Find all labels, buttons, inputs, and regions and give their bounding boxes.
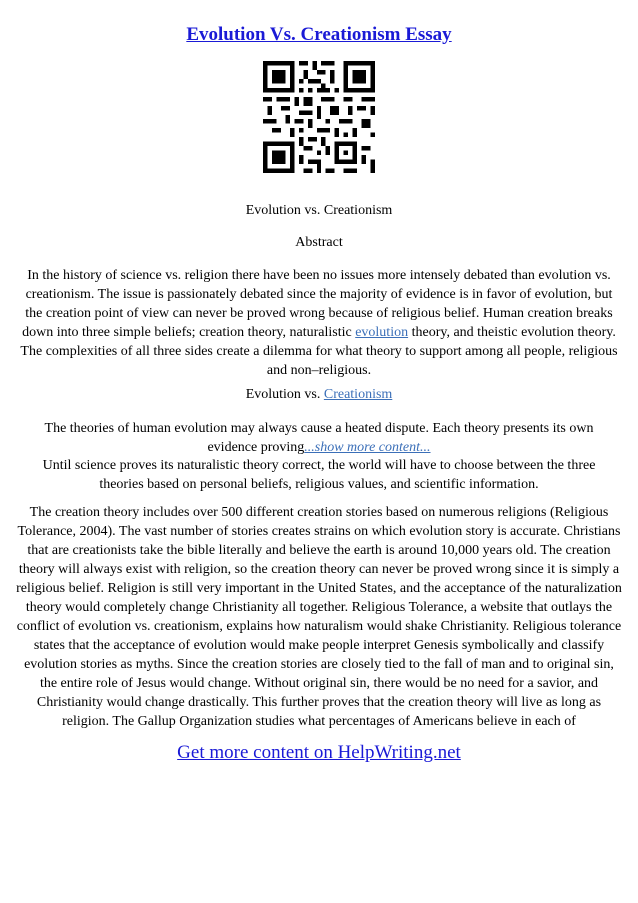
body-paragraph-1: [22, 419, 616, 457]
body-paragraph-2: Until science proves its naturalistic theory correct, the world will have to choose between the three theories based on personal beliefs, religious values, and scientific information.: [42, 458, 596, 492]
abstract-text: In the history of science vs. religion there have been no issues more intensely debated than evolution vs. creationism. The issue is passionately debated since the majority of evidence is in favor of evolution, but the creation point of view can never be proved wrong because of religious belief. Human creation breaks down into three simple beliefs; creation theory, naturalistic: [22, 268, 613, 340]
section-heading-prefix: Evolution vs.: [245, 387, 321, 402]
para1-text: The theories of human evolution may always cause a heated dispute. Each theory presents its own evidence proving: [44, 421, 594, 455]
abstract-label: Abstract: [295, 235, 343, 250]
document-title[interactable]: Evolution Vs. Creationism Essay: [186, 24, 452, 45]
helpwriting-link[interactable]: Get more content on HelpWriting.net: [177, 742, 461, 763]
show-more-link[interactable]: ...show more content...: [304, 440, 431, 455]
abstract-tail: theory, and theistic evolution theory. The complexities of all three sides create a dilemma for what theory to support among all people, religious and non–religious.: [20, 325, 618, 378]
qr-code-icon: [263, 61, 375, 173]
evolution-link[interactable]: evolution: [355, 325, 409, 340]
creationism-link[interactable]: Creationism: [323, 387, 393, 402]
abstract-paragraph: [18, 266, 620, 380]
section-heading: [0, 386, 638, 403]
body-paragraph-3: The creation theory includes over 500 different creation stories based on numerous religions (Religious Tolerance, 2004). The vast number of stories creates strains on which evolution story is accurate. Christians that are creationists take the bible literally and believe the earth is around 10,000 years old. The creation theory will always exist with religion, so the creation theory can never be proved wrong since it is simply a religious belief. Religion is still very important in the United States, and the acceptance of the naturalization theory would completely change Christianity all together. Religious Tolerance, a website that outlays the conflict of evolution vs. creationism, explains how naturalism would shake Christianity. Religious tolerance states that the acceptance of evolution would make people interpret Genesis symbolically and classify evolution stories as myths. Since the creation stories are closely tied to the fall of man and to original sin, the entire role of Jesus would change. Without original sin, there would be no need for a savior, and Christianity would change drastically. This further proves that the creation theory will live as long as religion. The Gallup Organization studies what percentages of Americans believe in each of: [16, 505, 622, 729]
essay-heading: Evolution vs. Creationism: [245, 203, 393, 218]
